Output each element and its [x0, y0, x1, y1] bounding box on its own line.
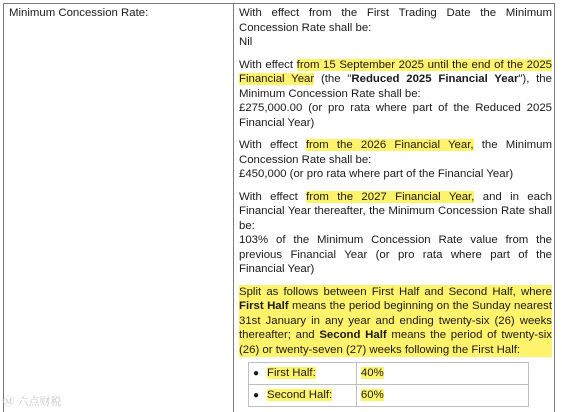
text: the Minimum Concession Rate shall be: [239, 139, 552, 166]
text: and in each Financial Year thereafter, the Minimum Concession Rate shall be: [239, 190, 552, 232]
text: With effect [239, 58, 297, 71]
split-value: 40% [360, 367, 384, 380]
definition-table [3, 3, 555, 412]
paragraph-first-trading-date [239, 6, 552, 50]
highlighted-text: from the 2027 Financial Year, [306, 190, 475, 203]
column-divider [233, 4, 234, 412]
rate-value: £275,000.00 (or pro rata where part of the Reduced 2025 Financial Year) [239, 102, 552, 129]
highlighted-text: from the 2026 Financial Year, [305, 139, 474, 151]
text: With effect [239, 139, 306, 151]
table-row [249, 363, 529, 385]
rate-value: Nil [239, 36, 253, 48]
definition-content [239, 6, 552, 407]
paragraph-2027 [239, 190, 552, 277]
term-label: Minimum Concession Rate: [9, 7, 149, 19]
text: Split as follows between First Half and Second Half, where [239, 285, 552, 298]
text: With effect [239, 190, 307, 203]
text: means the period of twenty-six (26) or twenty-seven (27) weeks following the First Half: [239, 329, 552, 356]
split-table [248, 362, 529, 407]
split-label: First Half: [267, 366, 316, 379]
bullet-icon: ● [253, 367, 260, 379]
split-value-cell [356, 363, 528, 385]
defined-term: Reduced 2025 Financial Year [351, 73, 519, 85]
paragraph-text: With effect from the First Trading Date the Minimum Concession Rate shall be: [239, 7, 552, 34]
split-value: 60% [360, 389, 384, 402]
split-value-cell [356, 385, 528, 407]
text: (the " [314, 73, 352, 85]
defined-term: First Half [239, 300, 289, 312]
highlighted-text: from 15 September 2025 until the end of the 2025 Financial Year [239, 58, 553, 85]
paragraph-2026 [239, 138, 552, 182]
bullet-icon: ● [253, 389, 260, 401]
rate-value: £450,000 (or pro rata where part of the Financial Year) [239, 168, 514, 180]
split-label-cell [249, 385, 357, 407]
paragraph-split [239, 285, 552, 358]
defined-term: Second Half [319, 329, 387, 341]
paragraph-reduced-2025 [239, 58, 552, 131]
text: "), the Minimum Concession Rate shall be: [239, 73, 552, 100]
watermark: Ⓜ 六点财税 [3, 395, 62, 408]
split-label: Second Half: [267, 388, 333, 401]
split-label-cell [249, 363, 357, 385]
text: means the period beginning on the Sunday nearest 31st January in any year and ending twenty-six (26) weeks thereafter; and [239, 300, 552, 341]
table-row [249, 385, 529, 407]
rate-value: 103% of the Minimum Concession Rate value from the previous Financial Year (or pro rata where part of the Financial Year) [239, 234, 552, 275]
